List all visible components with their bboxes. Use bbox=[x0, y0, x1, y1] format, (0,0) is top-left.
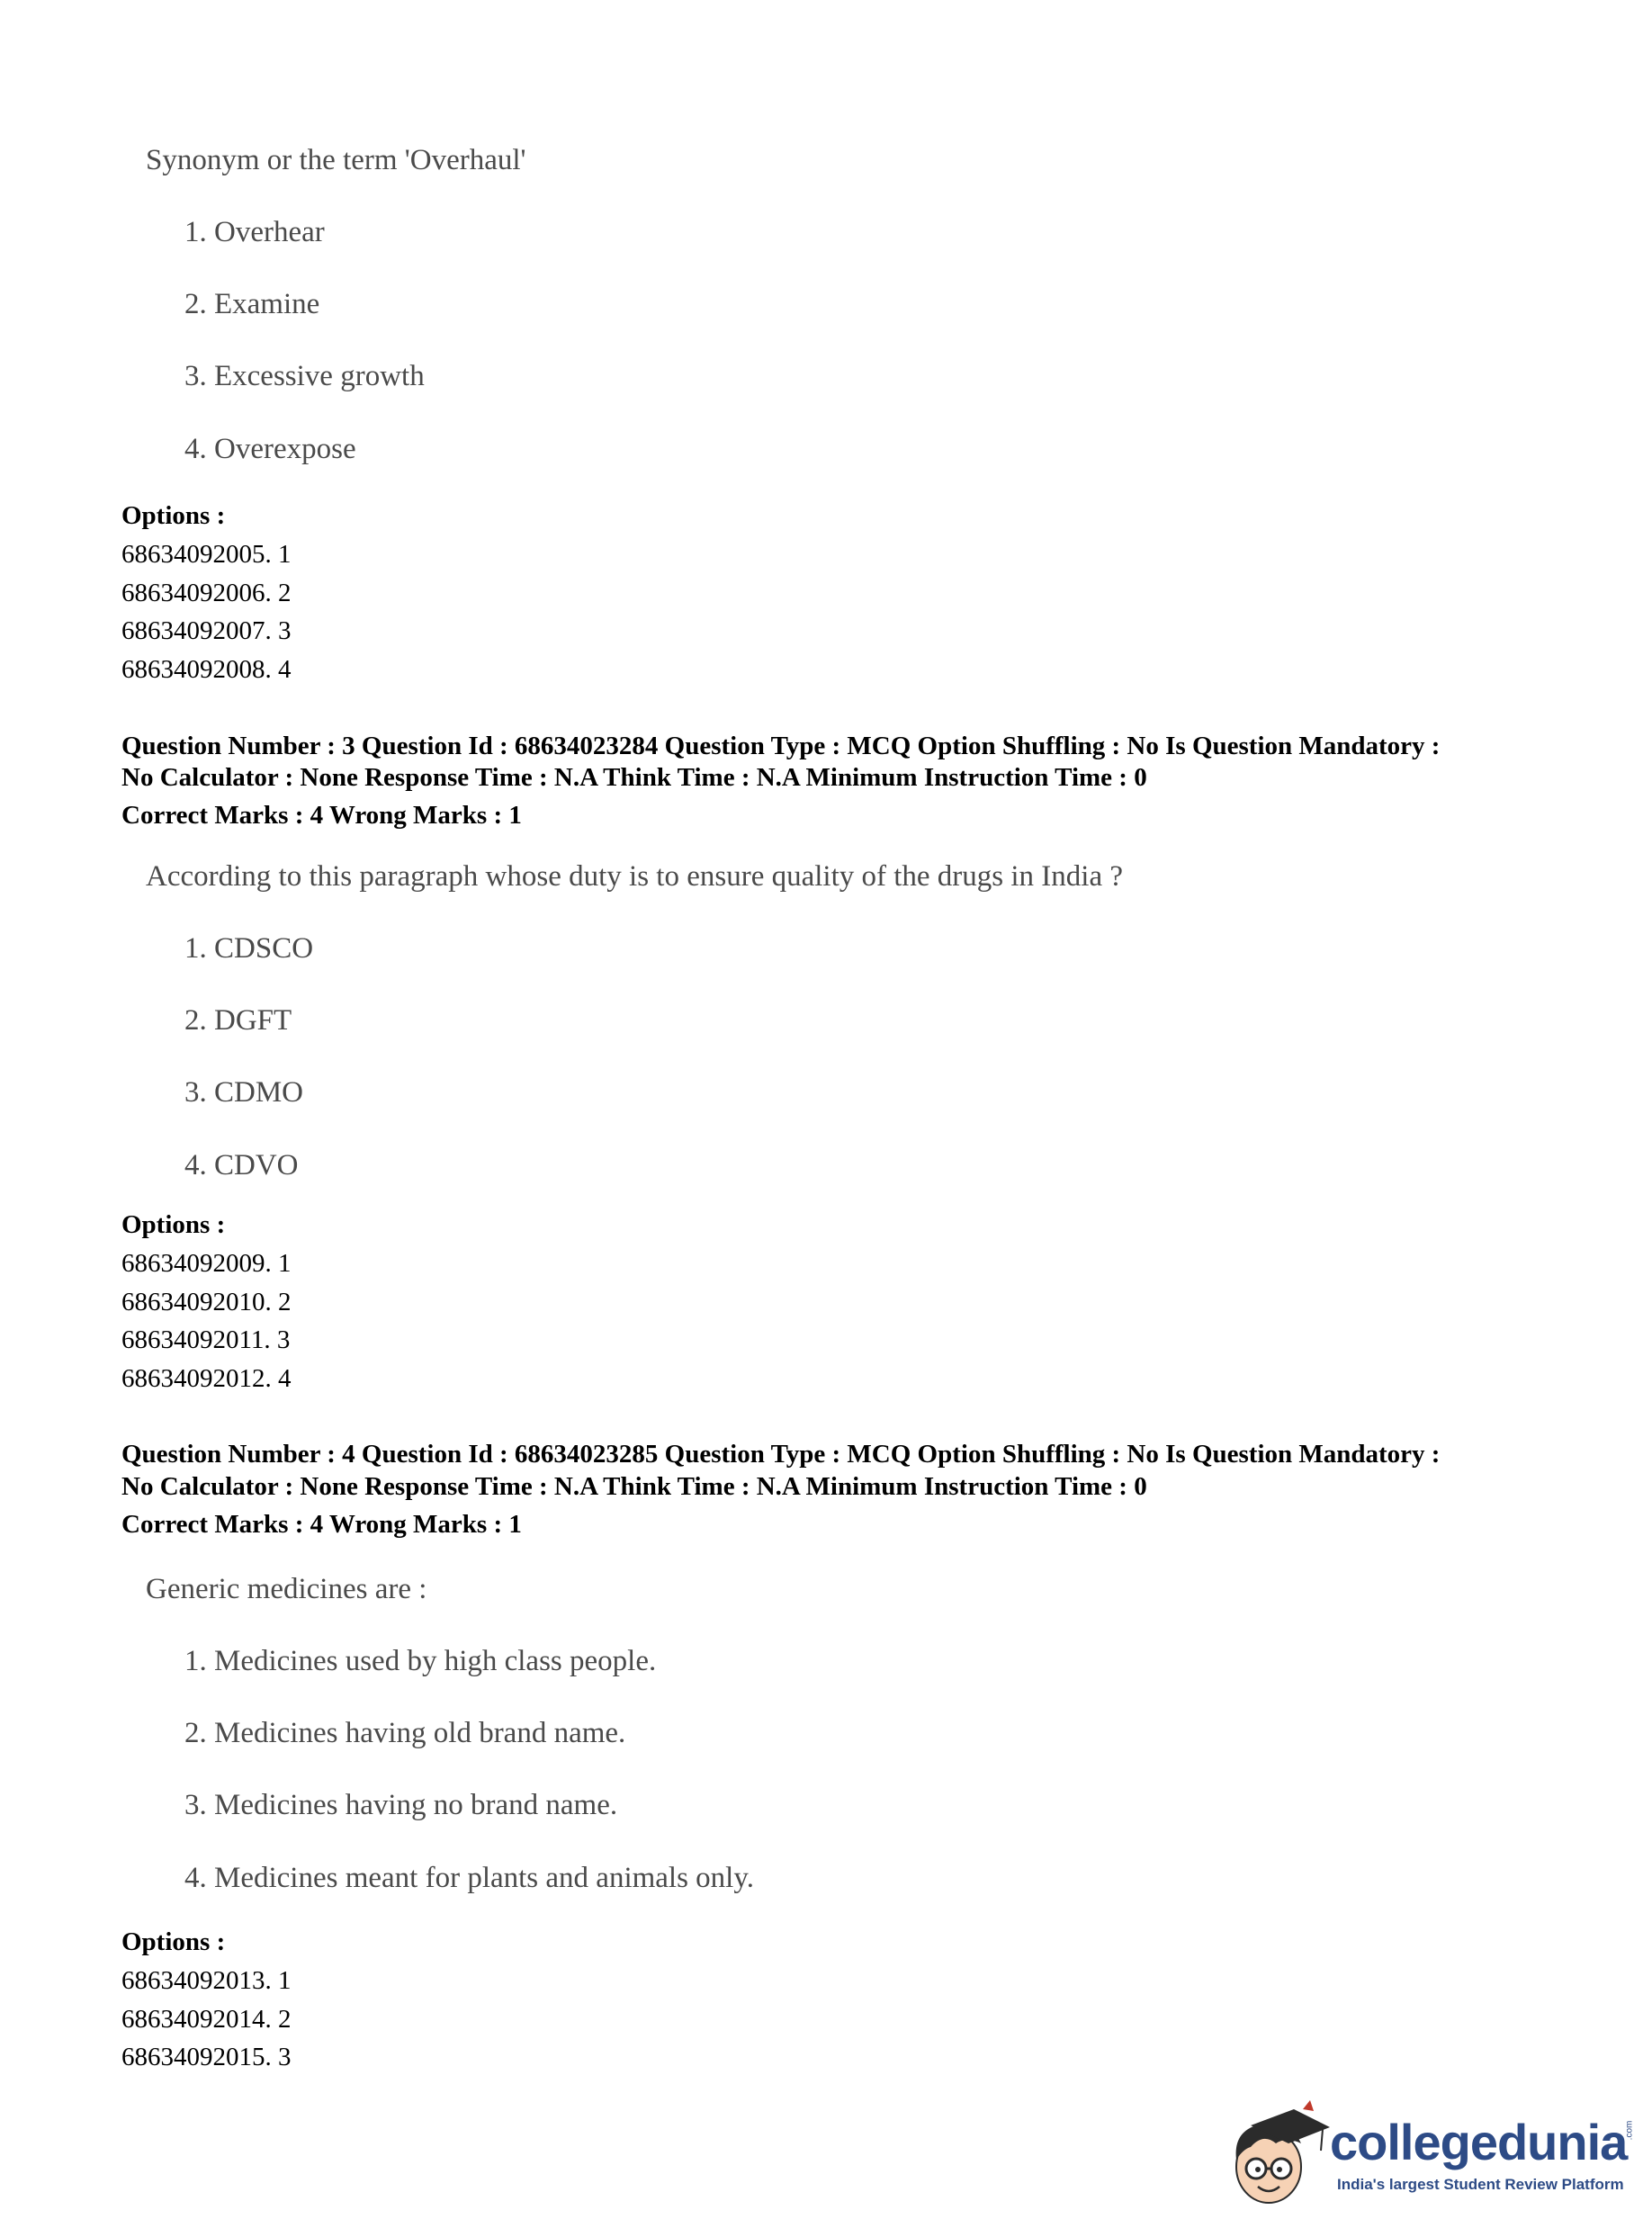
options-heading: Options : bbox=[121, 1927, 226, 1956]
option-id: 68634092011. 3 bbox=[121, 1325, 291, 1354]
question-marks: Correct Marks : 4 Wrong Marks : 1 bbox=[121, 801, 522, 830]
choice-item: 3. CDMO bbox=[184, 1076, 304, 1109]
choice-item: 3. Excessive growth bbox=[184, 360, 425, 392]
choice-item: 4. CDVO bbox=[184, 1149, 299, 1181]
option-id: 68634092005. 1 bbox=[121, 540, 292, 569]
choice-item: 4. Medicines meant for plants and animals only. bbox=[184, 1862, 754, 1894]
question-meta-line: Question Number : 4 Question Id : 68634023285 Question Type : MCQ Option Shuffling : No Is Question Mandatory : bbox=[121, 1440, 1441, 1469]
question-meta-line: No Calculator : None Response Time : N.A Think Time : N.A Minimum Instruction Time : 0 bbox=[121, 1472, 1147, 1501]
choice-item: 2. DGFT bbox=[184, 1004, 292, 1037]
choice-item: 2. Medicines having old brand name. bbox=[184, 1717, 626, 1749]
question-text: Generic medicines are : bbox=[146, 1573, 427, 1605]
question-text: According to this paragraph whose duty is to ensure quality of the drugs in India ? bbox=[146, 860, 1124, 893]
option-id: 68634092009. 1 bbox=[121, 1249, 292, 1278]
option-id: 68634092012. 4 bbox=[121, 1364, 292, 1393]
question-marks: Correct Marks : 4 Wrong Marks : 1 bbox=[121, 1510, 522, 1539]
option-id: 68634092010. 2 bbox=[121, 1288, 292, 1316]
logo-wordmark: collegedunia bbox=[1330, 2114, 1628, 2170]
question-text: Synonym or the term 'Overhaul' bbox=[146, 144, 526, 176]
options-heading: Options : bbox=[121, 1210, 226, 1239]
options-heading: Options : bbox=[121, 501, 226, 530]
logo-domain: .com bbox=[1624, 2120, 1635, 2141]
option-id: 68634092006. 2 bbox=[121, 579, 292, 607]
choice-item: 3. Medicines having no brand name. bbox=[184, 1789, 618, 1821]
logo-tagline: India's largest Student Review Platform bbox=[1337, 2176, 1624, 2193]
option-id: 68634092007. 3 bbox=[121, 616, 292, 645]
student-mascot-icon bbox=[1224, 2097, 1332, 2214]
option-id: 68634092013. 1 bbox=[121, 1966, 292, 1995]
choice-item: 1. Medicines used by high class people. bbox=[184, 1645, 657, 1677]
option-id: 68634092014. 2 bbox=[121, 2005, 292, 2034]
option-id: 68634092008. 4 bbox=[121, 655, 292, 684]
question-meta-line: Question Number : 3 Question Id : 68634023284 Question Type : MCQ Option Shuffling : No Is Question Mandatory : bbox=[121, 732, 1441, 760]
collegedunia-logo[interactable] bbox=[1224, 2097, 1638, 2214]
choice-item: 1. CDSCO bbox=[184, 932, 314, 965]
choice-item: 4. Overexpose bbox=[184, 433, 356, 465]
choice-item: 2. Examine bbox=[184, 288, 320, 320]
question-meta-line: No Calculator : None Response Time : N.A Think Time : N.A Minimum Instruction Time : 0 bbox=[121, 763, 1147, 792]
choice-item: 1. Overhear bbox=[184, 216, 325, 248]
option-id: 68634092015. 3 bbox=[121, 2043, 292, 2071]
